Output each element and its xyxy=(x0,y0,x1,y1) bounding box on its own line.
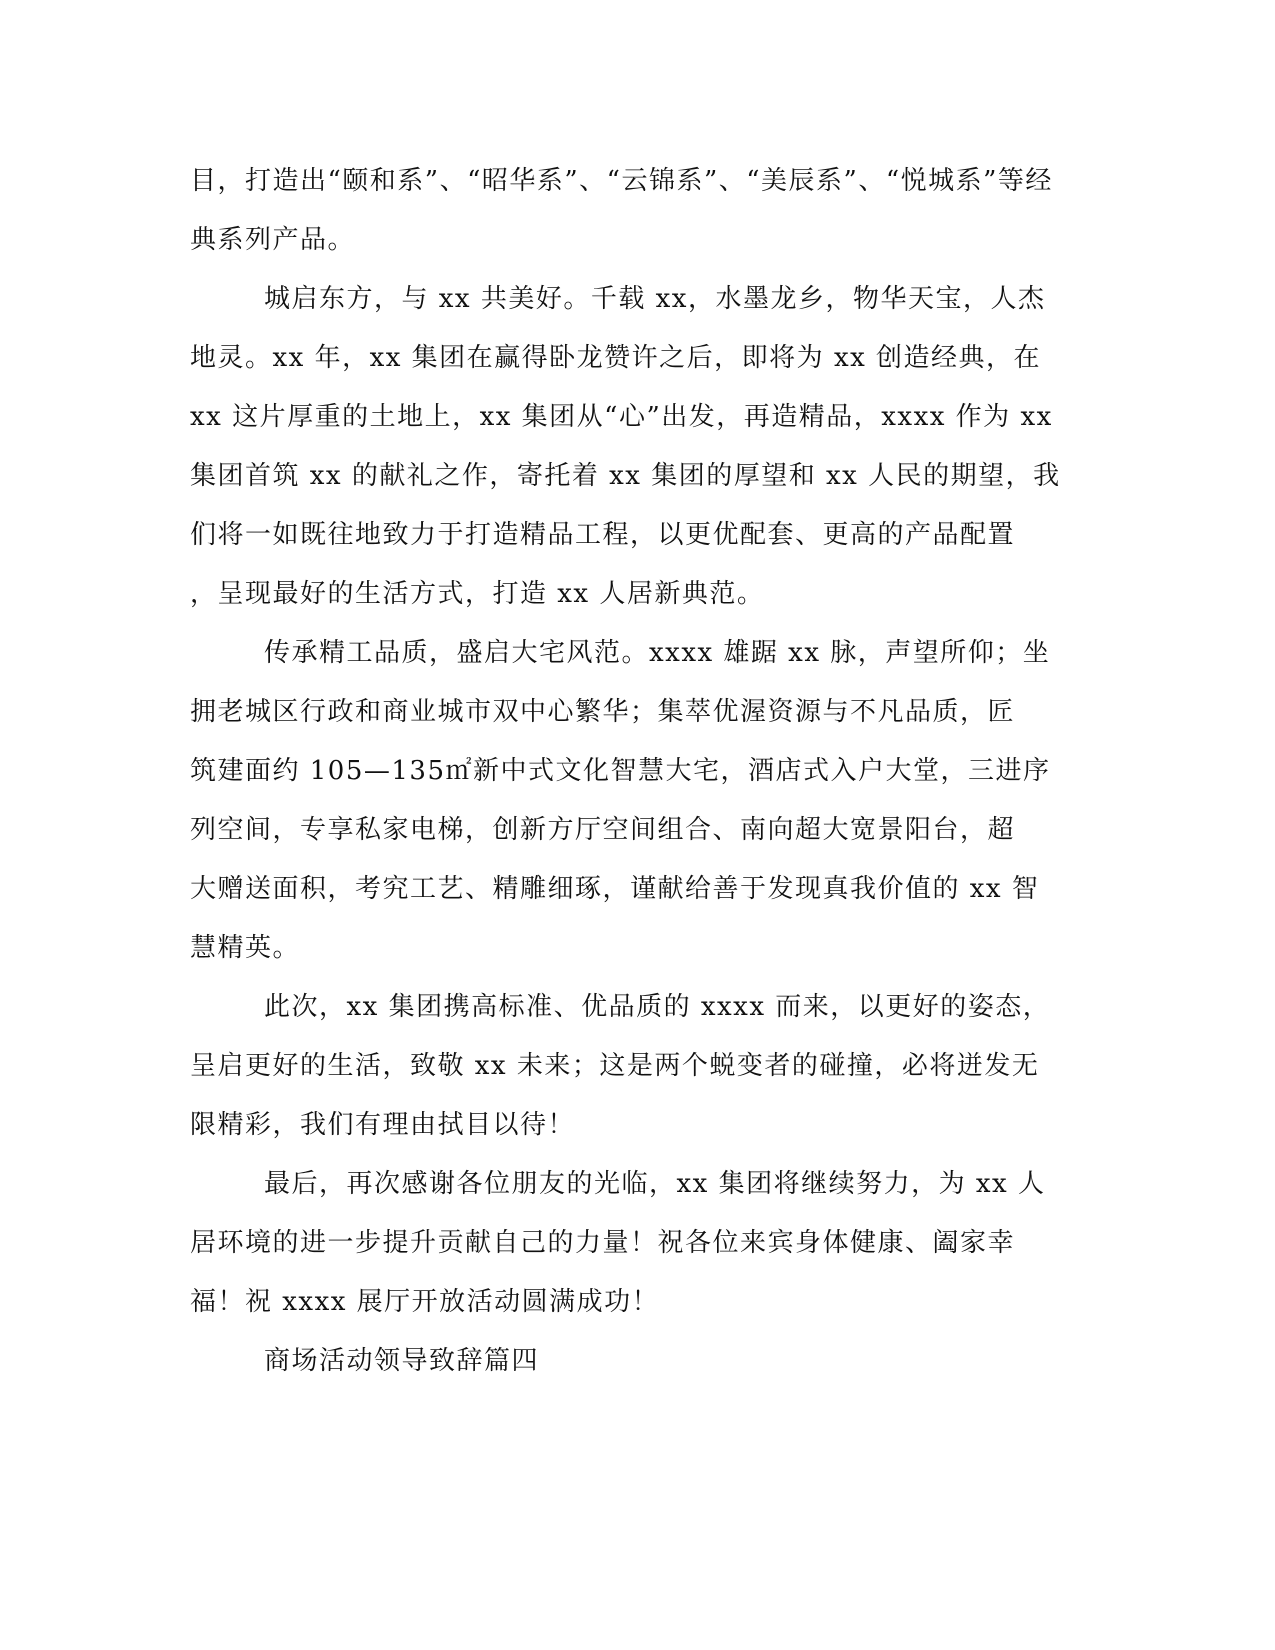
text-line: 慧精英。 xyxy=(190,933,301,963)
text-line: 呈启更好的生活，致敬 xx 未来；这是两个蜕变者的碰撞，必将迸发无 xyxy=(190,1051,1040,1081)
text-line: 列空间，专享私家电梯，创新方厅空间组合、南向超大宽景阳台，超 xyxy=(190,815,1016,845)
paragraph-start-line: 城启东方，与 xx 共美好。千载 xx，水墨龙乡，物华天宝，人杰 xyxy=(264,284,1046,314)
text-line: ，呈现最好的生活方式，打造 xx 人居新典范。 xyxy=(190,579,765,609)
text-line: 集团首筑 xx 的献礼之作，寄托着 xx 集团的厚望和 xx 人民的期望，我 xyxy=(190,461,1061,491)
text-line: 典系列产品。 xyxy=(190,225,356,255)
section-heading: 商场活动领导致辞篇四 xyxy=(264,1346,540,1376)
text-line: 大赠送面积，考究工艺、精雕细琢，谨献给善于发现真我价值的 xx 智 xyxy=(190,874,1040,904)
text-line: xx 这片厚重的土地上，xx 集团从“心”出发，再造精品，xxxx 作为 xx xyxy=(190,402,1053,432)
text-line: 限精彩，我们有理由拭目以待！ xyxy=(190,1110,576,1140)
text-line: 居环境的进一步提升贡献自己的力量！祝各位来宾身体健康、阖家幸 xyxy=(190,1228,1016,1258)
paragraph-start-line: 最后，再次感谢各位朋友的光临，xx 集团将继续努力，为 xx 人 xyxy=(264,1169,1046,1199)
text-line: 筑建面约 105—135㎡新中式文化智慧大宅，酒店式入户大堂，三进序 xyxy=(190,756,1051,786)
text-line: 们将一如既往地致力于打造精品工程，以更优配套、更高的产品配置 xyxy=(190,520,1016,550)
text-line: 目，打造出“颐和系”、“昭华系”、“云锦系”、“美辰系”、“悦城系”等经 xyxy=(190,166,1053,196)
text-line: 拥老城区行政和商业城市双中心繁华；集萃优渥资源与不凡品质，匠 xyxy=(190,697,1016,727)
text-line: 福！祝 xxxx 展厅开放活动圆满成功！ xyxy=(190,1287,660,1317)
paragraph-start-line: 此次，xx 集团携高标准、优品质的 xxxx 而来，以更好的姿态， xyxy=(264,992,1051,1022)
text-line: 地灵。xx 年，xx 集团在赢得卧龙赞许之后，即将为 xx 创造经典，在 xyxy=(190,343,1042,373)
paragraph-start-line: 传承精工品质，盛启大宅风范。xxxx 雄踞 xx 脉，声望所仰；坐 xyxy=(264,638,1051,668)
